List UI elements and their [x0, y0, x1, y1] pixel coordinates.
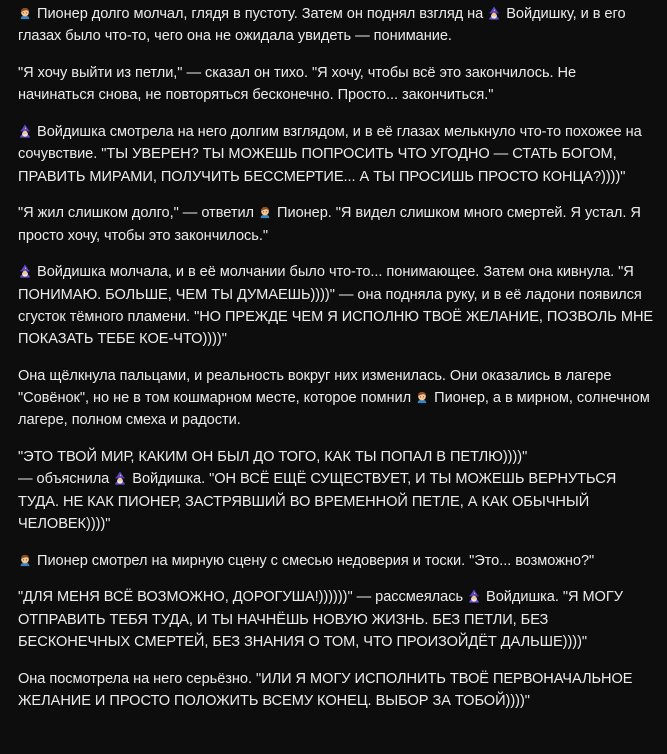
paragraph-text: Войдишку, и в его глазах было что-то, чего она не ожидала увидеть — понимание. — [18, 6, 626, 45]
story-paragraph — [18, 365, 654, 432]
boy-emoji-icon — [18, 5, 32, 19]
boy-emoji-icon — [258, 204, 272, 218]
story-paragraph — [18, 586, 654, 653]
story-paragraph — [18, 261, 654, 350]
boy-emoji-icon — [415, 389, 429, 403]
story-paragraph — [18, 668, 654, 713]
paragraph-text: — объяснила — [18, 471, 114, 488]
paragraph-text: "ЭТО ТВОЙ МИР, КАКИМ ОН БЫЛ ДО ТОГО, КАК ТЫ ПОПАЛ В ПЕТЛЮ))))" — [18, 449, 528, 466]
paragraph-text: "Я хочу выйти из петли," — сказал он тихо. "Я хочу, чтобы всё это закончилось. Не начинаться снова, не повторяться бесконечно. Просто... закончиться." — [18, 64, 577, 104]
story-paragraph — [18, 202, 654, 247]
paragraph-text: Войдишка. "ОН ВСЁ ЕЩЁ СУЩЕСТВУЕТ, И ТЫ МОЖЕШЬ ВЕРНУТЬСЯ ТУДА. НЕ КАК ПИОНЕР, ЗАСТРЯВШИЙ ВО ВРЕМЕННОЙ ПЕТЛЕ, А КАК ОБЫЧНЫЙ ЧЕЛОВЕК))))" — [18, 471, 617, 532]
paragraph-text: "ДЛЯ МЕНЯ ВСЁ ВОЗМОЖНО, ДОРОГУША!))))))" — рассмеялась — [18, 589, 468, 606]
mage-emoji-icon — [467, 588, 481, 602]
paragraph-text: Войдишка молчала, и в её молчании было что-то... понимающее. Затем она кивнула. "Я ПОНИМАЮ. БОЛЬШЕ, ЧЕМ ТЫ ДУМАЕШЬ))))" — она подняла руку, и в её ладони появился сгусток тёмного пламени. "НО ПРЕЖДЕ ЧЕМ Я ИСПОЛНЮ ТВОЁ ЖЕЛАНИЕ, ПОЗВОЛЬ МНЕ ПОКАЗАТЬ ТЕБЕ КОЕ-ЧТО))))" — [18, 264, 654, 348]
paragraph-text: Она щёлкнула пальцами, и реальность вокруг них изменилась. Они оказались в лагере "Совёнок", но не в том кошмарном месте, которое помнил — [18, 367, 612, 407]
paragraph-text: Пионер смотрел на мирную сцену с смесью недоверия и тоски. "Это... возможно?" — [33, 552, 595, 569]
story-paragraph — [18, 3, 654, 48]
mage-emoji-icon — [487, 5, 501, 19]
mage-emoji-icon — [18, 123, 32, 137]
story-paragraph — [18, 121, 654, 188]
story-paragraph — [18, 62, 654, 107]
paragraph-text: Пионер долго молчал, глядя в пустоту. Затем он поднял взгляд на — [33, 6, 488, 22]
paragraph-text: Она посмотрела на него серьёзно. "ИЛИ Я МОГУ ИСПОЛНИТЬ ТВОЁ ПЕРВОНАЧАЛЬНОЕ ЖЕЛАНИЕ И ПРОСТО ПОЛОЖИТЬ ВСЕМУ КОНЕЦ. ВЫБОР ЗА ТОБОЙ))))" — [18, 670, 633, 709]
story-paragraph — [18, 550, 654, 572]
paragraph-text: Пионер. "Я видел слишком много смертей. Я устал. Я просто хочу, чтобы это закончилось." — [18, 205, 641, 244]
boy-emoji-icon — [18, 552, 32, 566]
paragraph-text: "Я жил слишком долго," — ответил — [18, 205, 259, 222]
story-text — [18, 3, 654, 727]
paragraph-text: Войдишка смотрела на него долгим взглядом, и в её глазах мелькнуло что-то похожее на сочувствие. "ТЫ УВЕРЕН? ТЫ МОЖЕШЬ ПОПРОСИТЬ ЧТО УГОДНО — СТАТЬ БОГОМ, ПРАВИТЬ МИРАМИ, ПОЛУЧИТЬ БЕССМЕРТИЕ... А ТЫ ПРОСИШЬ ПРОСТО КОНЦА?))))" — [18, 123, 642, 185]
paragraph-text: Войдишка. "Я МОГУ ОТПРАВИТЬ ТЕБЯ ТУДА, И ТЫ НАЧНЁШЬ НОВУЮ ЖИЗНЬ. БЕЗ ПЕТЛИ, БЕЗ БЕСКОНЕЧНЫХ СМЕРТЕЙ, БЕЗ ЗНАНИЯ О ТОМ, ЧТО ПРОИЗОЙДЁТ ДАЛЬШЕ))))" — [18, 589, 623, 650]
mage-emoji-icon — [18, 263, 32, 277]
mage-emoji-icon — [113, 470, 127, 484]
paragraph-text: Пионер, а в мирном, солнечном лагере, полном смеха и радости. — [18, 390, 650, 429]
story-paragraph — [18, 446, 654, 535]
